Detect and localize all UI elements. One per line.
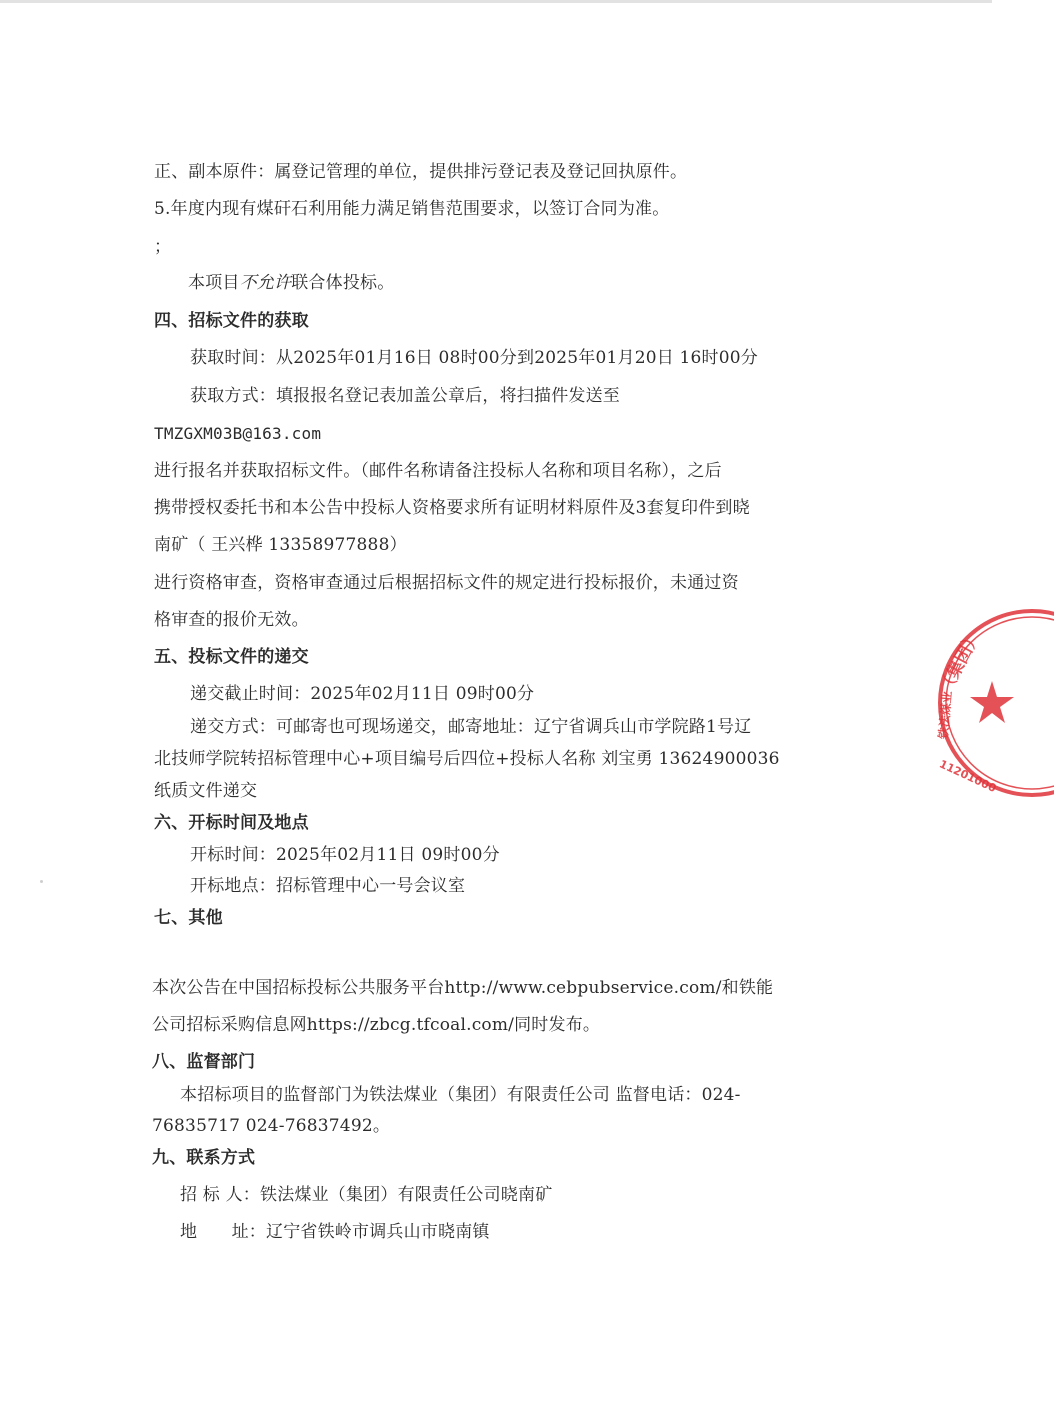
text-line-9: 携带授权委托书和本公告中投标人资格要求所有证明材料原件及3套复印件到晓 bbox=[154, 498, 750, 518]
obtain-time: 获取时间：从2025年01月16日 08时00分到2025年01月20日 16时00分 bbox=[190, 348, 758, 368]
submit-deadline: 递交截止时间：2025年02月11日 09时00分 bbox=[190, 684, 535, 704]
opening-location: 开标地点：招标管理中心一号会议室 bbox=[190, 876, 466, 896]
submit-paper: 纸质文件递交 bbox=[154, 781, 258, 801]
text-line-3: ； bbox=[154, 237, 172, 257]
text-line-11: 进行资格审查，资格审查通过后根据招标文件的规定进行投标报价，未通过资 bbox=[154, 573, 739, 593]
consortium-line bbox=[188, 272, 394, 294]
consortium-suffix: 联合体投标。 bbox=[291, 273, 395, 293]
section-6-heading: 六、开标时间及地点 bbox=[154, 813, 309, 833]
obtain-method: 获取方式：填报报名登记表加盖公章后，将扫描件发送至 bbox=[190, 386, 620, 406]
scan-speck bbox=[40, 880, 43, 883]
section-5-heading: 五、投标文件的递交 bbox=[154, 647, 309, 667]
publish-line-1: 本次公告在中国招标投标公共服务平台http://www.cebpubservice.com/和铁能 bbox=[152, 978, 774, 998]
contact-wang: 南矿（ 王兴桦 13358977888） bbox=[154, 535, 407, 555]
section-8-heading: 八、监督部门 bbox=[152, 1052, 256, 1072]
email-address: TMZGXM03B@163.com bbox=[154, 424, 322, 443]
opening-time: 开标时间：2025年02月11日 09时00分 bbox=[190, 845, 500, 865]
text-line-8: 进行报名并获取招标文件。（邮件名称请备注投标人名称和项目名称），之后 bbox=[154, 461, 722, 481]
tenderer-line: 招 标 人：铁法煤业（集团）有限责任公司晓南矿 bbox=[180, 1185, 553, 1205]
section-7-heading: 七、其他 bbox=[154, 908, 223, 928]
svg-text:铁法煤业: 铁法煤业 bbox=[936, 690, 955, 740]
text-line-12: 格审查的报价无效。 bbox=[154, 610, 309, 630]
section-4-heading: 四、招标文件的获取 bbox=[154, 311, 309, 331]
submit-method: 递交方式：可邮寄也可现场递交，邮寄地址：辽宁省调兵山市学院路1号辽 bbox=[190, 717, 752, 737]
supervision-line-2: 76835717 024-76837492。 bbox=[152, 1116, 391, 1136]
submit-address: 北技师学院转招标管理中心+项目编号后四位+投标人名称 刘宝勇 13624900036 bbox=[154, 749, 780, 769]
svg-text:（集团）: （集团） bbox=[935, 627, 985, 697]
consortium-not-allowed: 不允许 bbox=[239, 273, 292, 293]
page-top-edge bbox=[0, 0, 992, 3]
text-line-1: 正、副本原件：属登记管理的单位，提供排污登记表及登记回执原件。 bbox=[154, 162, 688, 182]
svg-text:11201000: 11201000 bbox=[937, 757, 999, 796]
text-line-2: 5.年度内现有煤矸石利用能力满足销售范围要求，以签订合同为准。 bbox=[154, 199, 670, 219]
address-line: 地 址：辽宁省铁岭市调兵山市晓南镇 bbox=[180, 1222, 490, 1242]
supervision-line-1: 本招标项目的监督部门为铁法煤业（集团）有限责任公司 监督电话：024- bbox=[180, 1085, 741, 1105]
section-9-heading: 九、联系方式 bbox=[152, 1148, 256, 1168]
consortium-prefix: 本项目 bbox=[188, 273, 240, 293]
company-seal-stamp bbox=[934, 603, 1054, 803]
publish-line-2: 公司招标采购信息网https://zbcg.tfcoal.com/同时发布。 bbox=[152, 1015, 601, 1035]
